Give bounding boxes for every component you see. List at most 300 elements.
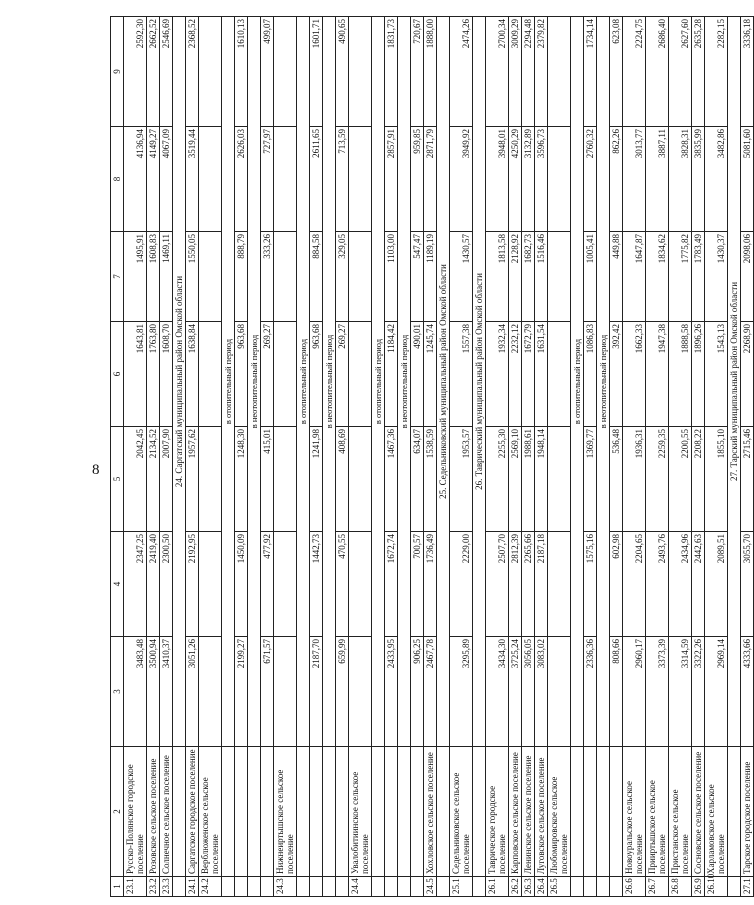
value-cell: 1953,57: [450, 427, 473, 532]
value-cell: 2871,79: [424, 127, 437, 232]
settlement-name: Ленинское сельское поселение: [522, 747, 535, 877]
value-cell: 2282,15: [705, 17, 728, 127]
value-cell: 1245,74: [424, 322, 437, 427]
value-cell: 1888,00: [424, 17, 437, 127]
row-number: 24.1: [186, 877, 199, 897]
value-cell: 963,68: [235, 322, 248, 427]
value-cell: 3835,99: [692, 127, 705, 232]
value-cell: 3948,01: [486, 127, 509, 232]
value-cell: 1896,26: [692, 322, 705, 427]
settlement-name: [584, 747, 597, 877]
settlement-name: [610, 747, 623, 877]
value-cell: 4333,66: [741, 637, 754, 747]
header-cell: 1: [111, 877, 124, 897]
value-cell: 536,48: [610, 427, 623, 532]
value-cell: 713,59: [336, 127, 349, 232]
value-cell: [199, 637, 222, 747]
settlement-name: Пристанское сельское поселение: [669, 747, 692, 877]
period-spacer: [398, 877, 411, 897]
value-cell: 1672,74: [385, 532, 398, 637]
value-cell: 2199,27: [235, 637, 248, 747]
value-cell: 2229,00: [450, 532, 473, 637]
period-row: [323, 17, 336, 897]
value-cell: 2467,78: [424, 637, 437, 747]
value-cell: 623,08: [610, 17, 623, 127]
value-cell: 1184,42: [385, 322, 398, 427]
value-cell: 3295,89: [450, 637, 473, 747]
value-cell: 1855,10: [705, 427, 728, 532]
table-row: [385, 17, 398, 897]
value-cell: 1643,81: [124, 322, 147, 427]
value-cell: 602,98: [610, 532, 623, 637]
period-spacer: [571, 877, 584, 897]
table-row: [310, 17, 323, 897]
table-row: [610, 17, 623, 897]
value-cell: [274, 322, 297, 427]
period-label: в отопительный период: [571, 17, 584, 747]
section-row: [173, 17, 186, 897]
section-spacer: [173, 747, 186, 877]
value-cell: [548, 127, 571, 232]
header-cell: 5: [111, 427, 124, 532]
value-cell: 2200,55: [669, 427, 692, 532]
value-cell: [349, 17, 372, 127]
table-row: [584, 17, 597, 897]
period-label: в отопительный период: [297, 17, 310, 747]
value-cell: 2300,50: [160, 532, 173, 637]
value-cell: 1608,70: [160, 322, 173, 427]
row-number: 23.2: [147, 877, 160, 897]
value-cell: 1086,83: [584, 322, 597, 427]
value-cell: 727,97: [261, 127, 274, 232]
value-cell: 2255,30: [486, 427, 509, 532]
value-cell: 490,65: [336, 17, 349, 127]
value-cell: 2419,40: [147, 532, 160, 637]
settlement-name: Нижнеиртышское сельское поселение: [274, 747, 297, 877]
settlement-name: [261, 747, 274, 877]
value-cell: 2224,75: [623, 17, 646, 127]
table-row: [147, 17, 160, 897]
period-spacer: [571, 747, 584, 877]
value-cell: 1369,77: [584, 427, 597, 532]
value-cell: 1248,30: [235, 427, 248, 532]
value-cell: 2259,35: [646, 427, 669, 532]
value-cell: 1241,98: [310, 427, 323, 532]
period-spacer: [323, 747, 336, 877]
settlement-name: Верблюженское сельское поселение: [199, 747, 222, 877]
value-cell: 5081,60: [741, 127, 754, 232]
value-cell: 1450,09: [235, 532, 248, 637]
value-cell: 1631,54: [535, 322, 548, 427]
section-spacer: [437, 747, 450, 877]
settlement-name: Розовское сельское поселение: [147, 747, 160, 877]
table-row: [274, 17, 297, 897]
settlement-name: Карповское сельское поселение: [509, 747, 522, 877]
row-number: 23.3: [160, 877, 173, 897]
value-cell: 1430,57: [450, 232, 473, 322]
value-cell: [199, 232, 222, 322]
section-spacer: [473, 877, 486, 897]
settlement-name: Новоуральское сельское поселение: [623, 747, 646, 877]
value-cell: [274, 637, 297, 747]
value-cell: 1608,83: [147, 232, 160, 322]
value-cell: 1888,58: [669, 322, 692, 427]
table-row: [160, 17, 173, 897]
value-cell: 1834,62: [646, 232, 669, 322]
value-cell: 1647,87: [623, 232, 646, 322]
value-cell: 1936,31: [623, 427, 646, 532]
table-row: [669, 17, 692, 897]
settlement-name: Луговское сельское поселение: [535, 747, 548, 877]
section-spacer: [437, 877, 450, 897]
settlement-name: Русско-Полянское городское поселение: [124, 747, 147, 877]
settlement-name: Седельниковское сельское поселение: [450, 747, 473, 877]
value-cell: 2294,48: [522, 17, 535, 127]
value-cell: 963,68: [310, 322, 323, 427]
row-number: 26.3: [522, 877, 535, 897]
value-cell: 2433,95: [385, 637, 398, 747]
value-cell: 1103,00: [385, 232, 398, 322]
value-cell: 2662,52: [147, 17, 160, 127]
value-cell: [274, 532, 297, 637]
value-cell: 862,26: [610, 127, 623, 232]
value-cell: 415,01: [261, 427, 274, 532]
period-spacer: [323, 877, 336, 897]
value-cell: 499,07: [261, 17, 274, 127]
value-cell: 1442,73: [310, 532, 323, 637]
value-cell: 2265,66: [522, 532, 535, 637]
value-cell: 2434,96: [669, 532, 692, 637]
value-cell: [274, 427, 297, 532]
value-cell: 1638,84: [186, 322, 199, 427]
table-row: [522, 17, 535, 897]
value-cell: 1005,41: [584, 232, 597, 322]
value-cell: 269,27: [261, 322, 274, 427]
value-cell: 1947,38: [646, 322, 669, 427]
value-cell: 3482,86: [705, 127, 728, 232]
value-cell: 700,57: [411, 532, 424, 637]
table-row: [646, 17, 669, 897]
table-row: [705, 17, 728, 897]
period-label: в неотопительный период: [597, 17, 610, 747]
value-cell: 1813,58: [486, 232, 509, 322]
period-spacer: [297, 877, 310, 897]
value-cell: 2507,70: [486, 532, 509, 637]
value-cell: 2268,90: [741, 322, 754, 427]
value-cell: 2635,28: [692, 17, 705, 127]
period-spacer: [222, 877, 235, 897]
value-cell: 3322,26: [692, 637, 705, 747]
value-cell: 1430,37: [705, 232, 728, 322]
period-spacer: [297, 747, 310, 877]
settlement-name: Сосновское сельское поселение: [692, 747, 705, 877]
value-cell: 3009,29: [509, 17, 522, 127]
value-cell: [349, 232, 372, 322]
value-cell: 2379,82: [535, 17, 548, 127]
value-cell: 1957,62: [186, 427, 199, 532]
period-spacer: [248, 747, 261, 877]
table-row: [235, 17, 248, 897]
section-title: 27. Тарский муниципальный район Омской области: [728, 17, 741, 747]
value-cell: 1988,61: [522, 427, 535, 532]
settlement-name: Тарское городское поселение: [741, 747, 754, 877]
value-cell: 1575,16: [584, 532, 597, 637]
value-cell: 269,27: [336, 322, 349, 427]
value-cell: 1610,13: [235, 17, 248, 127]
value-cell: 3483,48: [124, 637, 147, 747]
period-spacer: [248, 877, 261, 897]
row-number: 24.2: [199, 877, 222, 897]
row-number: [411, 877, 424, 897]
value-cell: 2187,70: [310, 637, 323, 747]
value-cell: 1662,33: [623, 322, 646, 427]
row-number: 26.4: [535, 877, 548, 897]
value-cell: 2134,52: [147, 427, 160, 532]
settlement-name: Таврическое городское поселение: [486, 747, 509, 877]
value-cell: 2960,17: [623, 637, 646, 747]
value-cell: 2760,32: [584, 127, 597, 232]
value-cell: 671,57: [261, 637, 274, 747]
value-cell: 2857,91: [385, 127, 398, 232]
value-cell: 1189,19: [424, 232, 437, 322]
period-label: в неотопительный период: [398, 17, 411, 747]
header-row: [111, 17, 124, 897]
settlement-name: [385, 747, 398, 877]
value-cell: 3083,02: [535, 637, 548, 747]
section-row: [437, 17, 450, 897]
row-number: 26.9: [692, 877, 705, 897]
value-cell: 1682,73: [522, 232, 535, 322]
value-cell: 2493,76: [646, 532, 669, 637]
period-row: [398, 17, 411, 897]
row-number: 26.10: [705, 877, 728, 897]
value-cell: 333,26: [261, 232, 274, 322]
value-cell: [199, 532, 222, 637]
value-cell: [548, 232, 571, 322]
table-row: [450, 17, 473, 897]
period-label: в неотопительный период: [248, 17, 261, 747]
table-row: [509, 17, 522, 897]
table-row: [535, 17, 548, 897]
period-spacer: [597, 877, 610, 897]
header-cell: 4: [111, 532, 124, 637]
header-cell: 8: [111, 127, 124, 232]
value-cell: 2546,69: [160, 17, 173, 127]
value-cell: 490,01: [411, 322, 424, 427]
table-body: [111, 17, 754, 897]
table-row: [261, 17, 274, 897]
value-cell: 1557,38: [450, 322, 473, 427]
value-cell: 4136,94: [124, 127, 147, 232]
value-cell: [548, 322, 571, 427]
section-title: 25. Седельниковский муниципальный район Омской области: [437, 17, 450, 747]
value-cell: 2187,18: [535, 532, 548, 637]
value-cell: 634,07: [411, 427, 424, 532]
value-cell: 2232,12: [509, 322, 522, 427]
value-cell: 2192,95: [186, 532, 199, 637]
value-cell: 3013,77: [623, 127, 646, 232]
tariff-table: [110, 16, 754, 897]
value-cell: [349, 427, 372, 532]
settlement-name: Увалобитиинское сельское поселение: [349, 747, 372, 877]
value-cell: 3132,89: [522, 127, 535, 232]
value-cell: 720,67: [411, 17, 424, 127]
section-spacer: [473, 747, 486, 877]
section-title: 24. Саргатский муниципальный район Омской области: [173, 17, 186, 747]
value-cell: 1932,34: [486, 322, 509, 427]
table-row: [124, 17, 147, 897]
value-cell: 2098,06: [741, 232, 754, 322]
period-label: в неотопительный период: [323, 17, 336, 747]
value-cell: 3596,73: [535, 127, 548, 232]
value-cell: 3434,30: [486, 637, 509, 747]
row-number: [235, 877, 248, 897]
period-spacer: [372, 747, 385, 877]
value-cell: [548, 637, 571, 747]
value-cell: [548, 532, 571, 637]
row-number: 26.1: [486, 877, 509, 897]
value-cell: 3055,70: [741, 532, 754, 637]
value-cell: [349, 322, 372, 427]
value-cell: 4250,29: [509, 127, 522, 232]
table-row: [411, 17, 424, 897]
value-cell: 2442,63: [692, 532, 705, 637]
value-cell: 1601,71: [310, 17, 323, 127]
row-number: 24.4: [349, 877, 372, 897]
value-cell: 2969,14: [705, 637, 728, 747]
value-cell: 2089,51: [705, 532, 728, 637]
value-cell: 2592,30: [124, 17, 147, 127]
table-row: [349, 17, 372, 897]
value-cell: [199, 322, 222, 427]
period-row: [297, 17, 310, 897]
value-cell: 1467,36: [385, 427, 398, 532]
table-row: [336, 17, 349, 897]
value-cell: [199, 127, 222, 232]
value-cell: 408,69: [336, 427, 349, 532]
row-number: [610, 877, 623, 897]
value-cell: [349, 127, 372, 232]
value-cell: 2474,26: [450, 17, 473, 127]
value-cell: [548, 427, 571, 532]
settlement-name: Солнечное сельское поселение: [160, 747, 173, 877]
row-number: 24.5: [424, 877, 437, 897]
value-cell: 1543,13: [705, 322, 728, 427]
value-cell: 392,42: [610, 322, 623, 427]
row-number: 26.6: [623, 877, 646, 897]
value-cell: 1495,91: [124, 232, 147, 322]
settlement-name: [310, 747, 323, 877]
value-cell: 1469,11: [160, 232, 173, 322]
value-cell: 2569,10: [509, 427, 522, 532]
value-cell: 477,92: [261, 532, 274, 637]
section-row: [728, 17, 741, 897]
row-number: 26.8: [669, 877, 692, 897]
value-cell: 470,55: [336, 532, 349, 637]
table-row: [424, 17, 437, 897]
value-cell: 808,66: [610, 637, 623, 747]
period-spacer: [222, 747, 235, 877]
value-cell: 1516,46: [535, 232, 548, 322]
table-row: [692, 17, 705, 897]
table-row: [199, 17, 222, 897]
period-spacer: [597, 747, 610, 877]
settlement-name: Хохловское сельское поселение: [424, 747, 437, 877]
value-cell: 3500,94: [147, 637, 160, 747]
value-cell: 3314,59: [669, 637, 692, 747]
value-cell: 2347,25: [124, 532, 147, 637]
value-cell: [349, 532, 372, 637]
value-cell: 2700,34: [486, 17, 509, 127]
value-cell: 959,85: [411, 127, 424, 232]
row-number: 25.1: [450, 877, 473, 897]
row-number: [310, 877, 323, 897]
value-cell: [274, 232, 297, 322]
header-cell: 9: [111, 17, 124, 127]
value-cell: 4149,27: [147, 127, 160, 232]
section-row: [473, 17, 486, 897]
value-cell: 449,88: [610, 232, 623, 322]
row-number: 23.1: [124, 877, 147, 897]
value-cell: [349, 637, 372, 747]
value-cell: 2611,65: [310, 127, 323, 232]
value-cell: 1736,49: [424, 532, 437, 637]
section-title: 26. Таврический муниципальный район Омской области: [473, 17, 486, 747]
row-number: [336, 877, 349, 897]
value-cell: 3828,31: [669, 127, 692, 232]
header-cell: 3: [111, 637, 124, 747]
value-cell: [274, 127, 297, 232]
row-number: 26.5: [548, 877, 571, 897]
value-cell: 1550,05: [186, 232, 199, 322]
value-cell: 3056,05: [522, 637, 535, 747]
settlement-name: Прииртышское сельское поселение: [646, 747, 669, 877]
period-spacer: [398, 747, 411, 877]
value-cell: 3887,11: [646, 127, 669, 232]
period-row: [597, 17, 610, 897]
value-cell: 1672,79: [522, 322, 535, 427]
table-row: [186, 17, 199, 897]
row-number: [584, 877, 597, 897]
settlement-name: [411, 747, 424, 877]
value-cell: 1734,14: [584, 17, 597, 127]
value-cell: 2336,36: [584, 637, 597, 747]
value-cell: 1948,14: [535, 427, 548, 532]
table-row: [741, 17, 754, 897]
value-cell: [274, 17, 297, 127]
period-row: [248, 17, 261, 897]
table-row: [486, 17, 509, 897]
value-cell: 1775,82: [669, 232, 692, 322]
value-cell: 659,99: [336, 637, 349, 747]
period-spacer: [372, 877, 385, 897]
value-cell: 884,58: [310, 232, 323, 322]
value-cell: 2627,60: [669, 17, 692, 127]
table-row: [548, 17, 571, 897]
value-cell: [199, 427, 222, 532]
period-row: [372, 17, 385, 897]
rotated-table-wrapper: [110, 17, 752, 897]
section-spacer: [728, 877, 741, 897]
value-cell: 329,05: [336, 232, 349, 322]
value-cell: 1538,59: [424, 427, 437, 532]
value-cell: 2042,45: [124, 427, 147, 532]
settlement-name: Харламовское сельское поселение: [705, 747, 728, 877]
header-cell: 2: [111, 747, 124, 877]
value-cell: 2128,92: [509, 232, 522, 322]
value-cell: 3336,18: [741, 17, 754, 127]
value-cell: 2626,03: [235, 127, 248, 232]
